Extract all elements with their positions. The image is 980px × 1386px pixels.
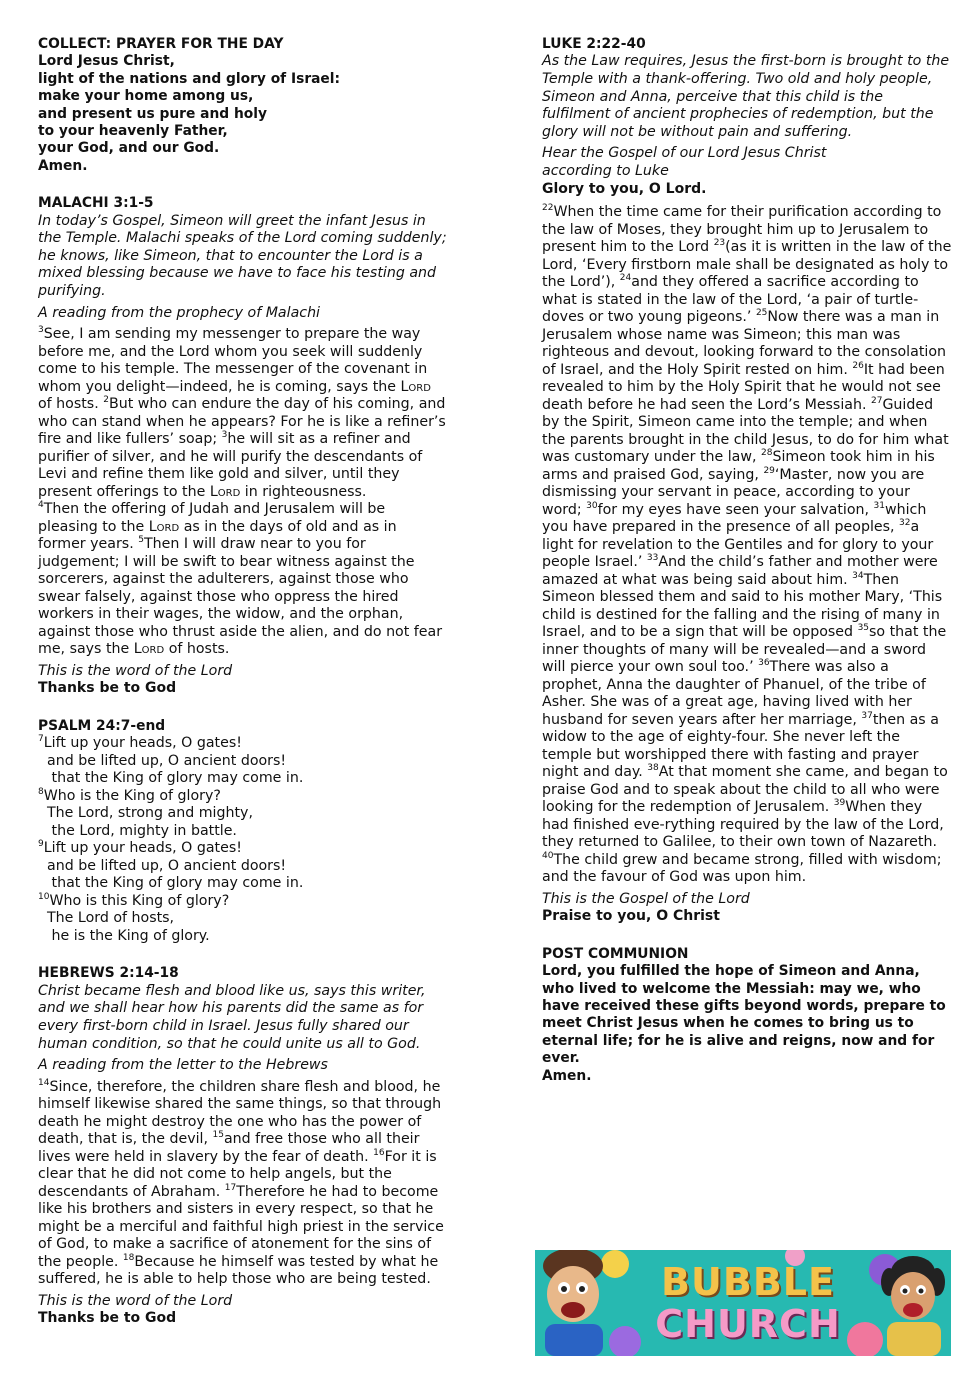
psalm-line <box>38 823 448 841</box>
verse-number: 27 <box>870 395 883 406</box>
malachi-announcement: A reading from the prophecy of Malachi <box>38 304 320 321</box>
luke-response: Praise to you, O Christ <box>542 908 720 925</box>
verse-number: 36 <box>758 658 770 669</box>
verse-number: 26 <box>852 360 864 371</box>
verse-number: 35 <box>857 623 870 634</box>
reading-text: When they had finished eve-rything required by the law of the Lord, they returned to Galilee, to their own town of Nazareth. <box>542 799 944 851</box>
reading-text: The child grew and became strong, filled with wisdom; and the favour of God was upon him. <box>542 851 942 886</box>
verse-number: 10 <box>38 891 50 902</box>
luke-heading: LUKE 2:22-40 <box>542 36 646 52</box>
luke-announcement: Hear the Gospel of our Lord Jesus Christ <box>542 145 827 162</box>
verse-number: 31 <box>873 500 885 511</box>
reading-text: There was also a prophet, Anna the daughter of Phanuel, of the tribe of Asher. She was of a great age, having lived with her husband for seven years after her marriage, <box>542 659 926 728</box>
collect-line: make your home among us, <box>38 88 254 105</box>
malachi-intro: In today’s Gospel, Simeon will greet the infant Jesus in the Temple. Malachi speaks of the Lord coming suddenly; he knows, like Simeon, that to encounter the Lord is a mixed blessing because we have to face his testing and purifying. <box>38 212 447 300</box>
verse-number: 38 <box>647 763 659 774</box>
reading-text: Guided by the Spirit, Simeon came into the temple; and when the parents brought in the child Jesus, to do for him what was customary under the law, <box>542 396 949 466</box>
verse-number: 25 <box>755 308 768 319</box>
psalm-line-text: the Lord, mighty in battle. <box>38 822 237 839</box>
verse-number: 22 <box>542 203 554 214</box>
malachi-response: Thanks be to God <box>38 680 177 697</box>
luke-announcement: according to Luke <box>542 162 669 179</box>
luke-section <box>542 36 952 926</box>
psalm-line <box>38 735 448 753</box>
reading-text: (as it is written in the law of the Lord, ‘Every firstborn male shall be designated as holy to the Lord’), <box>542 239 952 291</box>
hebrews-reading <box>38 1079 448 1289</box>
psalm-line <box>38 770 448 788</box>
reading-text: It had been revealed to him by the Holy Spirit that he would not see death before he had seen the Lord’s Messiah. <box>542 361 945 413</box>
psalm-line-text: Lift up your heads, O gates! <box>43 840 242 857</box>
psalm-line <box>38 753 448 771</box>
puppet-girl-icon <box>871 1250 951 1356</box>
psalm-line-text: that the King of glory may come in. <box>38 770 304 787</box>
lord-small-caps: Lord <box>209 483 241 500</box>
psalm-line <box>38 840 448 858</box>
psalm-text <box>38 735 448 945</box>
reading-text: Then the offering of Judah and Jerusalem will be pleasing to the <box>38 501 386 535</box>
psalm-line <box>38 928 448 946</box>
post-communion-text: Lord, you fulfilled the hope of Simeon and Anna, who lived to welcome the Messiah: may we, who have received these gifts beyond words, prepare to meet Christ Jesus when he comes to bring us to eternal life; for he is alive and reigns, now and for ever. <box>542 963 946 1067</box>
verse-number: 9 <box>38 839 44 850</box>
psalm-line-text: that the King of glory may come in. <box>38 875 304 892</box>
psalm-line-text: he is the King of glory. <box>38 927 210 944</box>
reading-text: Now there was a man in Jerusalem whose name was Simeon; this man was righteous and devout, looking forward to the consolation of Israel, and the Holy Spirit rested on him. <box>542 309 946 378</box>
psalm-line <box>38 910 448 928</box>
reading-text: When the time came for their purification according to the law of Moses, they brought him up to Jerusalem to present him to the Lord <box>542 204 942 256</box>
psalm-heading: PSALM 24:7-end <box>38 717 166 734</box>
reading-text: Therefore he had to become like his brothers and sisters in every respect, so that he might be a merciful and faithful high priest in the service of God, to make a sacrifice of atonement for the sins of the people. <box>38 1183 444 1270</box>
hebrews-announcement: A reading from the letter to the Hebrews <box>38 1057 328 1074</box>
collect-line: and present us pure and holy <box>38 105 267 122</box>
verse-number: 23 <box>713 238 726 249</box>
psalm-line-text: and be lifted up, O ancient doors! <box>38 857 287 874</box>
lord-small-caps: Lord <box>133 641 165 658</box>
reading-text: and they offered a sacrifice according to what is stated in the law of the Lord, ‘a pair of turtle-doves or two young pigeons.’ <box>542 274 919 326</box>
reading-text: For it is clear that he did not come to help angels, but the descendants of Abraham. <box>38 1148 437 1200</box>
hebrews-closing: This is the word of the Lord <box>38 1292 233 1309</box>
verse-number: 4 <box>38 500 44 511</box>
psalm-line-text: The Lord of hosts, <box>38 910 175 927</box>
reading-text: And the child’s father and mother were amazed at what was being said about him. <box>542 554 938 588</box>
left-column <box>38 36 448 1348</box>
malachi-section <box>38 195 448 698</box>
verse-number: 18 <box>122 1252 135 1263</box>
reading-text: Because he himself was tested by what he suffered, he is able to help those who are being tested. <box>38 1253 439 1288</box>
reading-text: he will sit as a refiner and purifier of silver, and he will purify the descendants of Levi and refine them like gold and silver, until they present offerings to the <box>38 431 423 500</box>
verse-number: 17 <box>224 1182 237 1193</box>
verse-number: 3 <box>221 430 228 441</box>
psalm-line-text: Who is the King of glory? <box>43 787 221 804</box>
verse-number: 28 <box>761 448 773 459</box>
reading-text: Simeon took him in his arms and praised God, saying, <box>542 449 935 483</box>
reading-text: At that moment she came, and began to praise God and to speak about the child to all who were looking for the redemption of Jerusalem. <box>542 764 948 816</box>
collect-section <box>38 36 448 175</box>
bubble-church-banner <box>535 1250 951 1356</box>
psalm-line <box>38 875 448 893</box>
verse-number: 33 <box>646 553 659 564</box>
verse-number: 32 <box>899 518 911 529</box>
reading-text: Then I will draw near to you for judgement; I will be swift to bear witness against the sorcerers, against the adulterers, against those who swear falsely, against those who oppress the hired workers in their wages, the widow, and the orphan, against those who thrust aside the alien, and do not fear me, says the <box>38 536 443 658</box>
malachi-closing: This is the word of the Lord <box>38 662 233 679</box>
hebrews-intro: Christ became flesh and blood like us, says this writer, and we shall hear how his parents did the same as for every first-born child in Israel. Jesus fully shared our human condition, so that he could unite us all to God. <box>38 982 426 1052</box>
reading-text: which you have prepared in the presence of all peoples, <box>542 501 927 536</box>
reading-text: a light for revelation to the Gentiles and for glory to your people Israel.’ <box>542 519 934 571</box>
banner-title-line1: BUBBLE <box>661 1260 835 1304</box>
reading-text: then as a widow to the age of eighty-four. She never left the temple but worshipped there with fasting and prayer night and day. <box>542 711 939 781</box>
verse-number: 2 <box>103 395 109 406</box>
hebrews-section <box>38 965 448 1328</box>
psalm-line <box>38 893 448 911</box>
hebrews-heading: HEBREWS 2:14-18 <box>38 965 179 982</box>
luke-closing: This is the Gospel of the Lord <box>542 890 750 907</box>
reading-text: for my eyes have seen your salvation, <box>597 501 874 518</box>
psalm-line-text: Who is this King of glory? <box>49 892 230 909</box>
lord-small-caps: Lord <box>148 518 180 535</box>
collect-line: your God, and our God. <box>38 140 220 157</box>
collect-amen: Amen. <box>38 157 88 174</box>
reading-text: as in the days of old and as in former years. <box>38 518 397 553</box>
verse-number: 14 <box>38 1077 50 1088</box>
verse-number: 40 <box>542 850 554 861</box>
malachi-reading <box>38 326 448 659</box>
verse-number: 30 <box>586 500 598 511</box>
banner-title-line2: CHURCH <box>655 1302 841 1346</box>
psalm-line-text: Lift up your heads, O gates! <box>43 735 242 752</box>
psalm-section <box>38 718 448 945</box>
luke-intro: As the Law requires, Jesus the first-born is brought to the Temple with a thank-offering. Two old and holy people, Simeon and Anna, perceive that this child is the fulfilment of ancient prophecies of redemption, but the glory will not be without pain and suffering. <box>542 53 950 140</box>
verse-number: 3 <box>38 325 44 336</box>
reading-text: in righteousness. <box>240 483 367 500</box>
collect-heading: COLLECT: PRAYER FOR THE DAY <box>38 36 284 52</box>
lord-small-caps: Lord <box>400 378 431 395</box>
psalm-line-text: and be lifted up, O ancient doors! <box>38 752 287 769</box>
psalm-line-text: The Lord, strong and mighty, <box>38 805 253 822</box>
collect-line: Lord Jesus Christ, <box>38 53 175 70</box>
puppet-boy-icon <box>535 1250 615 1356</box>
verse-number: 16 <box>373 1147 385 1158</box>
psalm-line <box>38 858 448 876</box>
collect-line: to your heavenly Father, <box>38 123 228 140</box>
psalm-line <box>38 805 448 823</box>
reading-text: of hosts. <box>38 396 104 413</box>
post-communion-heading: POST COMMUNION <box>542 945 689 962</box>
verse-number: 7 <box>38 734 44 745</box>
psalm-line <box>38 788 448 806</box>
verse-number: 8 <box>38 786 44 797</box>
verse-number: 15 <box>212 1130 224 1141</box>
luke-acclamation: Glory to you, O Lord. <box>542 180 707 197</box>
malachi-heading: MALACHI 3:1-5 <box>38 195 154 212</box>
verse-number: 39 <box>833 798 846 809</box>
hebrews-response: Thanks be to God <box>38 1310 177 1327</box>
reading-text: Since, therefore, the children share flesh and blood, he himself likewise shared the same things, so that through death he might destroy the one who has the power of death, that is, the devil, <box>38 1078 442 1148</box>
reading-text: of hosts. <box>164 641 230 658</box>
reading-text: ‘Master, now you are dismissing your servant in peace, according to your word; <box>542 466 925 518</box>
verse-number: 5 <box>138 535 144 546</box>
luke-reading <box>542 204 952 887</box>
post-communion-amen: Amen. <box>542 1067 592 1084</box>
right-column <box>542 36 952 1105</box>
reading-text: Then Simeon blessed them and said to his mother Mary, ‘This child is destined for the falling and the rising of many in Israel, and to be a sign that will be opposed <box>542 571 943 641</box>
reading-text: See, I am sending my messenger to prepare the way before me, and the Lord whom you seek will suddenly come to his temple. The messenger of the covenant in whom you delight—indeed, he is coming, says the <box>38 326 428 395</box>
post-communion-section <box>542 946 952 1085</box>
verse-number: 29 <box>763 465 775 476</box>
verse-number: 24 <box>619 273 632 284</box>
verse-number: 34 <box>852 570 864 581</box>
collect-line: light of the nations and glory of Israel: <box>38 70 341 87</box>
reading-text: so that the inner thoughts of many will be revealed—and a sword will pierce your own soul too.’ <box>542 624 947 676</box>
reading-text: and free those who all their lives were held in slavery by the fear of death. <box>38 1131 420 1165</box>
reading-text: But who can endure the day of his coming, and who can stand when he appears? For he is like a refiner’s fire and like fullers’ soap; <box>38 396 446 448</box>
verse-number: 37 <box>861 710 873 721</box>
